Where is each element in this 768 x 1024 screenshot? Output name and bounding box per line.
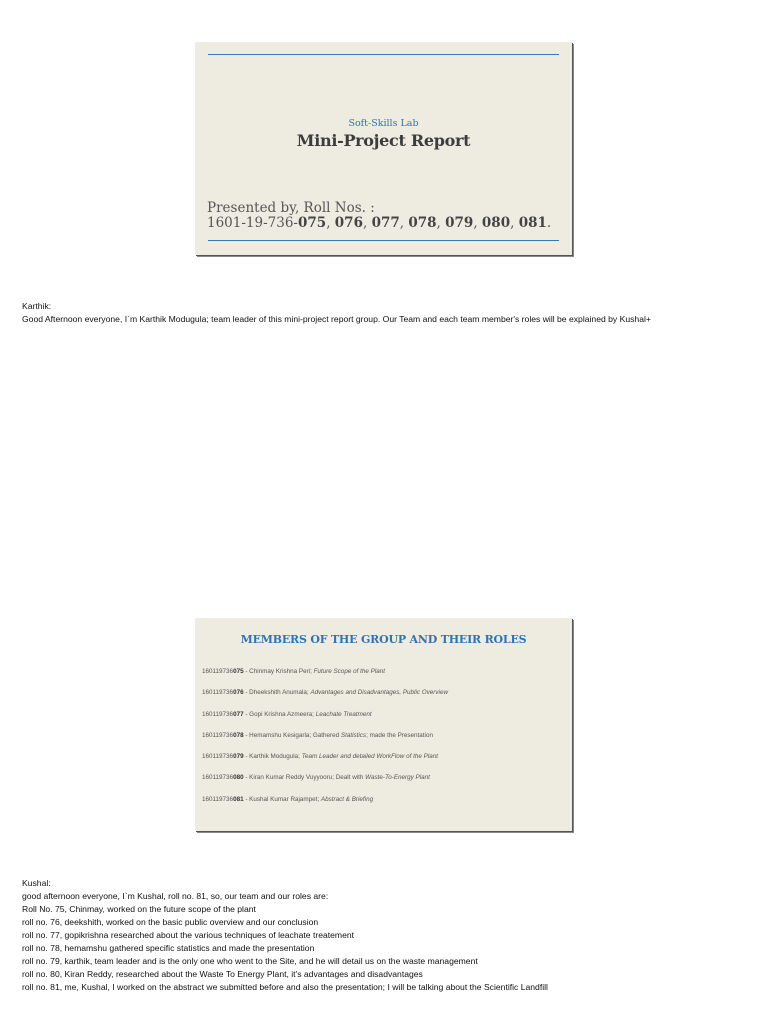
speaker-name: Kushal: [22,878,51,888]
note-line: roll no. 76, deekshith, worked on the basic public overview and our conclusion [22,917,319,927]
speaker-name: Karthik: [22,301,52,311]
speaker-notes-kushal [22,877,752,994]
role-italic: Advantages and Disadvantages, Public Overview [310,689,448,697]
role-italic: Leachate Treatment [315,710,372,718]
roll-prefix: 160119736 [202,710,234,718]
role-italic: Future Scope of the Plant [313,668,385,675]
note-line: roll no. 77, gopikrishna researched about the various techniques of leachate treatement [22,930,355,940]
roll-prefix: 160119736 [202,795,234,803]
member-row [202,689,564,710]
role-text: Gathered [312,731,341,739]
note-line: roll no. 80, Kiran Reddy, researched about the Waste To Energy Plant, it's advantages and disadvantages [22,969,423,979]
member-row [202,668,564,689]
role-italic: Waste-To-Energy Plant [365,774,430,782]
roll-prefix: 160119736 [202,668,234,675]
roll-number: 077 [371,215,400,231]
roll-number: 079 [445,215,474,231]
member-name: - Chinmay Krishna Peri; [243,668,314,675]
note-line: roll no. 79, karthik, team leader and is the only one who went to the Site, and he will detail us on the waste management [22,956,478,966]
roll-number: 076 [334,215,363,231]
speaker-notes-karthik [22,300,752,326]
member-name: - Kiran Kumar Reddy Vuyyooru; [243,774,336,782]
member-name: - Gopi Krishna Azmeera; [243,710,316,718]
roll-prefix: 160119736 [202,774,234,782]
member-name: - Karthik Modugula; [243,753,302,761]
roll-number: 081 [518,215,547,231]
roll-suffix: 078 [233,731,244,739]
role-italic: Abstract & Briefing [320,795,374,803]
roll-prefix: 160119736 [202,753,234,761]
member-row [202,774,564,795]
roll-end: . [546,215,552,231]
members-slide-title: MEMBERS OF THE GROUP AND THEIR ROLES [240,633,527,646]
note-line: Good Afternoon everyone, I`m Karthik Modugula; team leader of this mini-project report group. Our Team and each team member's roles will be explained by Kushal+ [22,314,651,324]
role-italic: Statistics [340,731,367,739]
role-italic: Team Leader and detailed WorkFlow of the Plant [301,753,438,761]
roll-suffix: 079 [233,753,244,761]
role-text: Dealt with [335,774,366,782]
member-name: - Hemamshu Kesigarla; [243,731,313,739]
note-line: roll no. 81, me, Kushal, I worked on the abstract we submitted before and also the presentation; I will be talking about the Scientific Landfill [22,982,548,992]
members-slide [195,618,572,831]
roll-prefix: 160119736 [202,689,234,697]
roll-suffix: 076 [233,689,244,697]
note-line: Roll No. 75, Chinmay, worked on the future scope of the plant [22,904,256,914]
roll-suffix: 077 [233,710,244,718]
slide-title: Mini-Project Report [296,131,471,150]
roll-number: 078 [408,215,437,231]
note-line: roll no. 78, hemamshu gathered specific statistics and made the presentation [22,943,315,953]
roll-numbers: 1601-19-736-075, 076, 077, 078, 079, 080, 081. [207,215,552,231]
member-row [202,796,564,817]
roll-prefix: 1601-19-736- [207,215,298,231]
roll-suffix: 075 [233,668,244,675]
note-line: good afternoon everyone, I`m Kushal, roll no. 81, so, our team and our roles are: [22,891,329,901]
slide-top-rule [208,54,559,55]
roll-number: 080 [481,215,511,231]
roll-prefix: 160119736 [202,731,234,739]
member-name: - Dheekshith Anumala; [243,689,311,697]
role-text: ; made the Presentation [366,731,433,739]
roll-suffix: 081 [233,795,244,803]
member-row [202,732,564,753]
slide-subtitle: Soft-Skills Lab [348,118,419,129]
title-slide [195,42,572,255]
member-row [202,711,564,732]
presented-by: Presented by, Roll Nos. : [207,200,375,216]
member-name: - Kushal Kumar Rajampet; [243,795,321,803]
roll-suffix: 080 [233,774,244,782]
members-list [202,668,564,817]
slide-bottom-rule [208,240,559,241]
roll-number: 075 [298,215,327,231]
member-row [202,753,564,774]
